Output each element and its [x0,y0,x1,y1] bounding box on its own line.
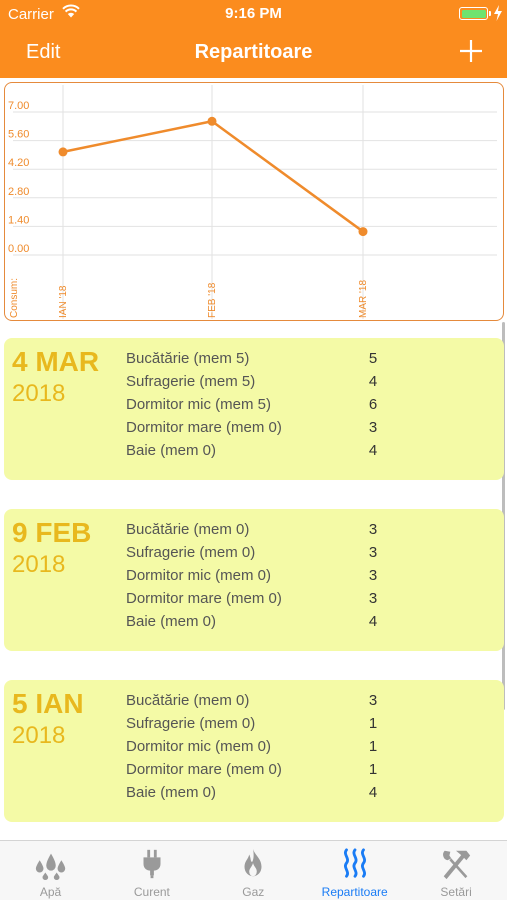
room-reading-row [126,784,386,807]
room-value: 1 [368,761,378,778]
room-name: Dormitor mic (mem 0) [126,567,271,584]
room-value: 6 [368,396,378,413]
room-name: Sufragerie (mem 0) [126,544,256,561]
room-name: Dormitor mare (mem 0) [126,590,282,607]
room-name: Bucătărie (mem 0) [126,521,250,538]
room-name: Bucătărie (mem 5) [126,350,250,367]
reading-date-day: 4 MAR [12,346,100,377]
series-line [63,121,363,231]
tab-repartitoare[interactable] [304,841,405,900]
tab-label: Gaz [242,885,265,899]
battery-tip [489,11,491,16]
room-value: 3 [368,692,378,709]
room-name: Bucătărie (mem 0) [126,692,250,709]
status-time: 9:16 PM [225,5,282,22]
room-name: Baie (mem 0) [126,784,217,801]
room-value: 3 [368,590,378,607]
x-tick-label: FEB '18 [207,282,218,318]
room-reading-row [126,544,386,567]
tab-gaz[interactable] [203,841,304,900]
room-value: 1 [368,715,378,732]
data-point [59,147,68,156]
room-reading-row [126,396,386,419]
reading-date-year: 2018 [12,380,66,407]
room-reading-row [126,613,386,636]
tools-icon [436,847,476,881]
heat-waves-icon [335,847,375,881]
flame-icon [233,847,273,881]
room-value: 4 [368,613,378,630]
reading-card[interactable] [4,680,504,822]
plug-icon [132,847,172,881]
room-value: 4 [368,784,378,801]
room-reading-row [126,521,386,544]
tab-setri[interactable] [406,841,507,900]
reading-date-year: 2018 [12,551,66,578]
room-name: Baie (mem 0) [126,442,217,459]
reading-card[interactable] [4,509,504,651]
status-bar [0,0,507,28]
room-reading-row [126,761,386,784]
room-value: 3 [368,544,378,561]
x-tick-label: IAN '18 [58,285,69,318]
y-axis-label: Consum: [9,277,20,318]
consumption-chart [4,82,504,321]
data-point [208,117,217,126]
tab-ap[interactable] [0,841,101,900]
room-reading-row [126,373,386,396]
data-point [359,227,368,236]
room-name: Dormitor mare (mem 0) [126,419,282,436]
y-tick-label: 4.20 [8,157,30,170]
plus-icon[interactable] [458,38,484,64]
room-name: Dormitor mic (mem 5) [126,396,271,413]
room-reading-row [126,419,386,442]
y-tick-label: 7.00 [8,100,30,112]
room-name: Sufragerie (mem 5) [126,373,256,390]
y-tick-label: 5.60 [8,128,30,141]
tab-label: Apă [39,885,62,899]
room-value: 4 [368,373,378,390]
room-reading-row [126,442,386,465]
battery-icon [459,7,488,20]
tab-curent[interactable] [101,841,202,900]
charging-bolt-icon [493,5,503,21]
reading-date-year: 2018 [12,722,66,749]
room-value: 3 [368,419,378,436]
room-value: 3 [368,521,378,538]
reading-date-day: 5 IAN [12,688,84,719]
room-value: 4 [368,442,378,459]
carrier-label: Carrier [8,6,54,23]
room-name: Dormitor mare (mem 0) [126,761,282,778]
room-name: Dormitor mic (mem 0) [126,738,271,755]
room-value: 5 [368,350,378,367]
room-name: Baie (mem 0) [126,613,217,630]
room-value: 1 [368,738,378,755]
reading-date-day: 9 FEB [12,517,92,548]
x-tick-label: MAR '18 [358,279,369,318]
tab-label: Repartitoare [321,885,388,899]
y-tick-label: 0.00 [8,243,30,255]
tab-label: Curent [133,885,170,899]
edit-button[interactable]: Edit [26,41,61,63]
page-title: Repartitoare [194,41,313,63]
tab-bar [0,840,507,900]
y-tick-label: 1.40 [8,214,30,227]
room-name: Sufragerie (mem 0) [126,715,256,732]
water-drops-icon [31,847,71,881]
room-reading-row [126,715,386,738]
reading-card[interactable] [4,338,504,480]
y-tick-label: 2.80 [8,185,30,198]
room-value: 3 [368,567,378,584]
tab-label: Setări [440,885,472,899]
room-reading-row [126,692,386,715]
header [0,0,507,78]
room-reading-row [126,590,386,613]
room-reading-row [126,738,386,761]
room-reading-row [126,567,386,590]
room-reading-row [126,350,386,373]
chart-plot [5,83,504,321]
